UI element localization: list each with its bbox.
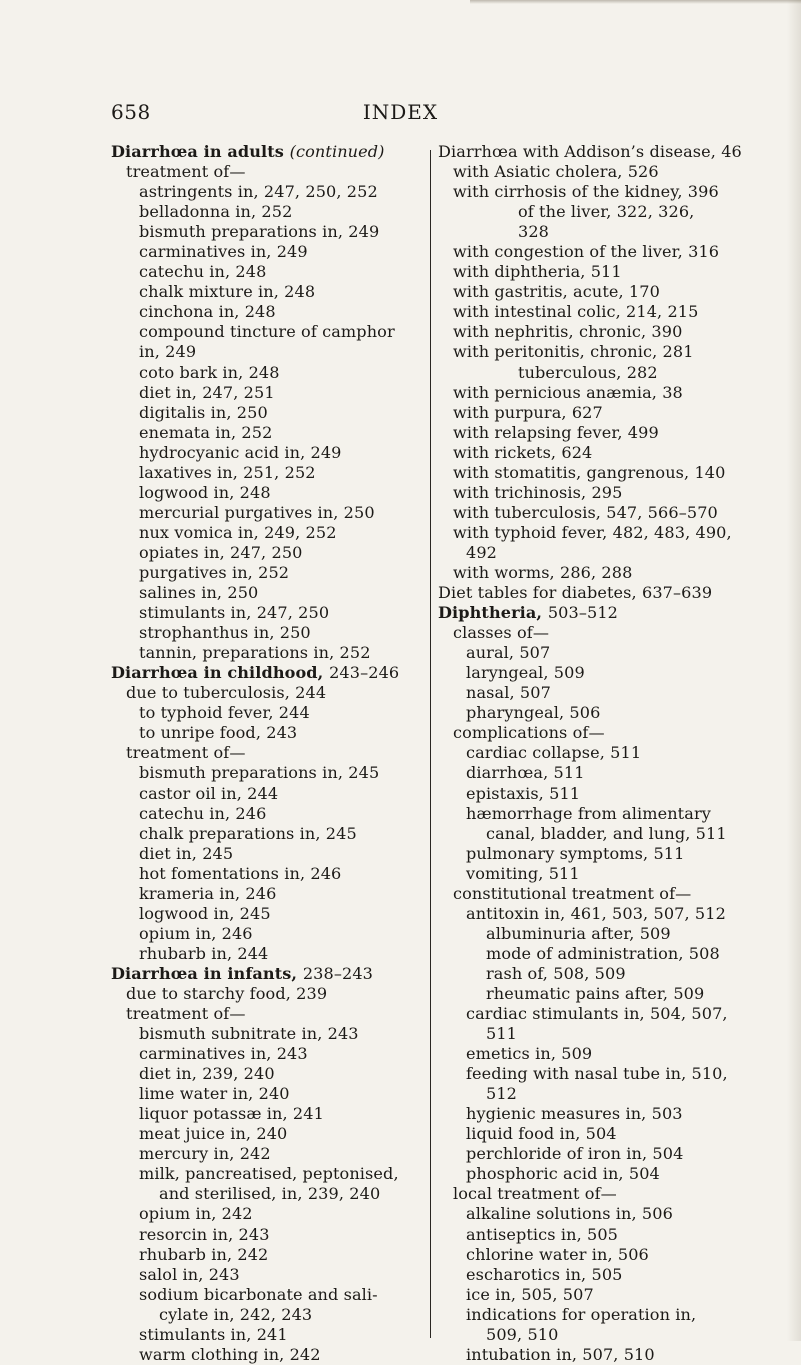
index-entry-text: catechu in, 248	[139, 262, 267, 282]
index-entry-text: complications of—	[453, 723, 605, 743]
index-entry-text: rheumatic pains after, 509	[486, 983, 705, 1003]
index-entry	[438, 142, 760, 162]
index-entry-text: bismuth preparations in, 245	[139, 763, 380, 783]
index-entry	[438, 1345, 760, 1365]
index-entry-text: with stomatitis, gangrenous, 140	[453, 462, 726, 482]
index-entry-text: cylate in, 242, 243	[159, 1304, 313, 1324]
index-entry-text: chalk mixture in, 248	[139, 282, 316, 302]
index-entry-text: resorcin in, 243	[139, 1224, 270, 1244]
index-entry-text: with congestion of the liver, 316	[453, 242, 720, 262]
index-entry	[111, 1225, 429, 1245]
index-entry-text: carminatives in, 243	[139, 1044, 308, 1064]
index-entry	[111, 242, 429, 262]
index-entry	[111, 503, 429, 523]
index-entry-text: 509, 510	[486, 1324, 559, 1344]
index-entry	[111, 1325, 429, 1345]
index-entry-text: antitoxin in, 461, 503, 507, 512	[466, 903, 726, 923]
index-entry-text: rash of, 508, 509	[486, 963, 626, 983]
index-entry-text: logwood in, 245	[139, 903, 271, 923]
index-entry	[111, 603, 429, 623]
index-entry	[438, 1204, 760, 1224]
index-entry	[438, 363, 760, 383]
index-entry	[438, 1285, 760, 1305]
index-entry	[111, 1044, 429, 1064]
index-entry-text: 492	[466, 542, 498, 562]
index-entry-text: cinchona in, 248	[139, 302, 276, 322]
index-entry-text: salines in, 250	[139, 583, 259, 603]
index-entry-text: tannin, preparations in, 252	[139, 643, 371, 663]
index-entry	[438, 944, 760, 964]
index-entry	[111, 623, 429, 643]
index-entry-text: intubation in, 507, 510	[466, 1344, 655, 1364]
index-entry	[111, 423, 429, 443]
index-entry-text: with gastritis, acute, 170	[453, 282, 660, 302]
index-entry	[111, 904, 429, 924]
index-entry-text: opium in, 246	[139, 923, 253, 943]
index-entry-text: with typhoid fever, 482, 483, 490,	[453, 522, 732, 542]
index-entry-text: diet in, 245	[139, 843, 234, 863]
index-entry-text: diet in, 239, 240	[139, 1064, 275, 1084]
index-entry	[438, 1325, 760, 1345]
index-entry-text: hydrocyanic acid in, 249	[139, 442, 342, 462]
index-heading	[111, 663, 429, 683]
index-entry	[111, 1164, 429, 1184]
index-entry	[438, 523, 760, 543]
index-column-left	[111, 142, 429, 1365]
index-entry-text: pharyngeal, 506	[466, 703, 601, 723]
index-entry	[438, 403, 760, 423]
index-entry	[111, 1064, 429, 1084]
index-entry-text: treatment of—	[126, 1004, 246, 1024]
index-entry-text: indications for operation in,	[466, 1304, 697, 1324]
index-entry-text: Diarrhœa in childhood,	[111, 663, 330, 683]
index-entry-text: stimulants in, 241	[139, 1324, 288, 1344]
index-entry-text: in, 249	[139, 342, 197, 362]
index-entry-text: laxatives in, 251, 252	[139, 462, 316, 482]
index-entry-text: rhubarb in, 242	[139, 1244, 269, 1264]
index-entry-text: treatment of—	[126, 162, 246, 182]
index-entry	[438, 784, 760, 804]
index-entry	[438, 683, 760, 703]
index-entry	[111, 342, 429, 362]
index-entry	[438, 703, 760, 723]
index-entry-text: chlorine water in, 506	[466, 1244, 649, 1264]
index-entry	[111, 383, 429, 403]
index-entry-text: due to tuberculosis, 244	[126, 683, 327, 703]
index-entry-text: with worms, 286, 288	[453, 562, 633, 582]
index-entry	[438, 904, 760, 924]
index-entry-text: nux vomica in, 249, 252	[139, 522, 337, 542]
index-entry	[111, 1305, 429, 1325]
index-entry	[438, 763, 760, 783]
index-entry-text: krameria in, 246	[139, 883, 277, 903]
index-entry	[111, 924, 429, 944]
index-entry	[438, 1104, 760, 1124]
index-entry	[438, 182, 760, 202]
index-entry-text: to unripe food, 243	[139, 723, 298, 743]
index-entry-suffix: 503–512	[547, 603, 619, 623]
index-entry-text: opiates in, 247, 250	[139, 542, 303, 562]
index-entry	[111, 1345, 429, 1365]
index-entry-text: digitalis in, 250	[139, 402, 268, 422]
index-entry	[111, 1024, 429, 1044]
index-entry	[438, 1044, 760, 1064]
index-entry-text: milk, pancreatised, peptonised,	[139, 1164, 399, 1184]
index-entry-text: mercury in, 242	[139, 1144, 271, 1164]
index-entry-text: diarrhœa, 511	[466, 763, 585, 783]
index-entry	[111, 703, 429, 723]
page-header	[0, 100, 801, 130]
index-entry-text: liquor potassæ in, 241	[139, 1104, 324, 1124]
index-entry	[111, 1084, 429, 1104]
index-entry-text: 328	[518, 222, 550, 242]
index-entry	[111, 763, 429, 783]
index-entry	[438, 1225, 760, 1245]
index-entry-text: antiseptics in, 505	[466, 1224, 619, 1244]
index-entry	[438, 543, 760, 563]
index-entry	[438, 1265, 760, 1285]
index-entry	[438, 1144, 760, 1164]
index-entry-text: classes of—	[453, 623, 550, 643]
index-heading	[438, 603, 760, 623]
index-entry-text: vomiting, 511	[466, 863, 580, 883]
index-entry	[438, 1024, 760, 1044]
index-entry-text: liquid food in, 504	[466, 1124, 617, 1144]
index-heading	[111, 964, 429, 984]
index-entry-text: laryngeal, 509	[466, 663, 585, 683]
index-entry	[111, 182, 429, 202]
index-entry-text: enemata in, 252	[139, 422, 273, 442]
index-entry	[438, 623, 760, 643]
index-entry	[438, 1004, 760, 1024]
index-entry-suffix: (continued)	[289, 142, 385, 161]
index-entry	[111, 1204, 429, 1224]
index-entry-text: nasal, 507	[466, 683, 551, 703]
index-entry-text: canal, bladder, and lung, 511	[486, 823, 727, 843]
index-entry	[111, 363, 429, 383]
index-entry	[438, 1084, 760, 1104]
index-entry-text: with tuberculosis, 547, 566–570	[453, 502, 718, 522]
index-entry-text: hygienic measures in, 503	[466, 1104, 683, 1124]
index-entry-text: feeding with nasal tube in, 510,	[466, 1064, 728, 1084]
page-edge-shadow-right	[787, 0, 801, 1341]
index-entry	[438, 1164, 760, 1184]
index-entry	[111, 1265, 429, 1285]
column-divider	[430, 150, 431, 1338]
index-entry-text: bismuth subnitrate in, 243	[139, 1024, 359, 1044]
index-entry-text: albuminuria after, 509	[486, 923, 671, 943]
index-entry	[111, 1004, 429, 1024]
index-entry-text: and sterilised, in, 239, 240	[159, 1184, 381, 1204]
index-entry	[111, 583, 429, 603]
index-entry-text: to typhoid fever, 244	[139, 703, 310, 723]
index-entry	[438, 583, 760, 603]
index-entry	[438, 342, 760, 362]
index-entry-text: chalk preparations in, 245	[139, 823, 357, 843]
index-entry-text: cardiac stimulants in, 504, 507,	[466, 1004, 728, 1024]
index-entry-text: of the liver, 322, 326,	[518, 202, 695, 222]
index-entry	[438, 563, 760, 583]
index-entry-text: with rickets, 624	[453, 442, 593, 462]
index-entry	[111, 784, 429, 804]
index-entry	[438, 804, 760, 824]
index-entry	[111, 683, 429, 703]
index-entry-text: 512	[486, 1084, 518, 1104]
index-entry	[438, 844, 760, 864]
index-entry-text: escharotics in, 505	[466, 1264, 623, 1284]
index-heading	[111, 142, 429, 162]
index-entry-text: Diarrhœa in adults	[111, 142, 290, 161]
index-entry	[438, 483, 760, 503]
index-entry	[111, 944, 429, 964]
index-entry-text: stimulants in, 247, 250	[139, 603, 330, 623]
index-entry	[111, 864, 429, 884]
index-entry	[111, 222, 429, 242]
index-entry-text: treatment of—	[126, 743, 246, 763]
index-entry	[438, 1305, 760, 1325]
index-entry	[111, 984, 429, 1004]
index-entry-text: aural, 507	[466, 643, 551, 663]
index-entry	[111, 302, 429, 322]
index-entry	[111, 1245, 429, 1265]
index-entry	[111, 262, 429, 282]
index-entry	[438, 884, 760, 904]
index-entry-text: 511	[486, 1024, 518, 1044]
index-entry	[111, 844, 429, 864]
index-entry-text: warm clothing in, 242	[139, 1344, 321, 1364]
index-entry-text: ice in, 505, 507	[466, 1284, 594, 1304]
index-entry-text: hæmorrhage from alimentary	[466, 803, 711, 823]
index-entry	[438, 723, 760, 743]
index-entry	[438, 984, 760, 1004]
index-entry-text: constitutional treatment of—	[453, 883, 692, 903]
index-entry-text: perchloride of iron in, 504	[466, 1144, 684, 1164]
index-entry	[438, 423, 760, 443]
index-entry-text: salol in, 243	[139, 1264, 240, 1284]
index-entry-text: opium in, 242	[139, 1204, 253, 1224]
index-entry-text: with peritonitis, chronic, 281	[453, 342, 694, 362]
index-entry-text: epistaxis, 511	[466, 783, 581, 803]
index-entry	[438, 1064, 760, 1084]
index-entry-text: tuberculous, 282	[518, 362, 658, 382]
index-entry	[438, 824, 760, 844]
index-entry	[438, 1245, 760, 1265]
index-entry-text: with relapsing fever, 499	[453, 422, 659, 442]
index-entry	[438, 262, 760, 282]
index-entry-text: mode of administration, 508	[486, 943, 720, 963]
index-entry	[111, 443, 429, 463]
index-entry-text: lime water in, 240	[139, 1084, 290, 1104]
index-entry	[111, 322, 429, 342]
index-entry-text: with intestinal colic, 214, 215	[453, 302, 699, 322]
index-entry	[438, 503, 760, 523]
index-entry	[111, 282, 429, 302]
index-entry-text: pulmonary symptoms, 511	[466, 843, 685, 863]
index-entry-text: cardiac collapse, 511	[466, 743, 642, 763]
index-entry-text: hot fomentations in, 246	[139, 863, 342, 883]
index-entry	[438, 964, 760, 984]
index-entry-text: with cirrhosis of the kidney, 396	[453, 182, 719, 202]
page-edge-shadow-top	[470, 0, 801, 4]
index-entry-text: with pernicious anæmia, 38	[453, 382, 683, 402]
index-entry	[438, 282, 760, 302]
index-entry	[438, 222, 760, 242]
index-entry	[111, 643, 429, 663]
index-entry-suffix: 238–243	[302, 963, 374, 983]
index-entry	[438, 443, 760, 463]
index-entry-text: meat juice in, 240	[139, 1124, 288, 1144]
index-entry-text: logwood in, 248	[139, 482, 271, 502]
index-entry	[111, 1144, 429, 1164]
index-entry-text: Diarrhœa in infants,	[111, 963, 303, 983]
index-entry	[438, 242, 760, 262]
index-entry-text: belladonna in, 252	[139, 202, 293, 222]
index-entry-text: catechu in, 246	[139, 803, 267, 823]
index-entry-text: with purpura, 627	[453, 402, 603, 422]
index-entry	[111, 563, 429, 583]
index-entry	[111, 1285, 429, 1305]
index-entry	[438, 302, 760, 322]
index-entry	[111, 403, 429, 423]
index-entry-text: castor oil in, 244	[139, 783, 279, 803]
index-entry-text: Diet tables for diabetes, 637–639	[438, 583, 713, 603]
index-entry-text: diet in, 247, 251	[139, 382, 275, 402]
index-entry-text: Diarrhœa with Addison’s disease, 46	[438, 142, 742, 161]
index-entry-text: with diphtheria, 511	[453, 262, 622, 282]
index-entry	[111, 1104, 429, 1124]
index-entry	[111, 743, 429, 763]
index-entry	[438, 463, 760, 483]
index-entry	[438, 864, 760, 884]
index-entry-text: bismuth preparations in, 249	[139, 222, 380, 242]
index-entry	[438, 162, 760, 182]
index-entry-text: local treatment of—	[453, 1184, 617, 1204]
index-entry-text: with nephritis, chronic, 390	[453, 322, 683, 342]
index-entry	[438, 322, 760, 342]
index-entry-text: Diphtheria,	[438, 603, 548, 623]
index-entry-suffix: 243–246	[329, 663, 400, 683]
index-entry	[111, 1124, 429, 1144]
running-head: INDEX	[362, 100, 439, 124]
index-entry-text: mercurial purgatives in, 250	[139, 502, 375, 522]
index-entry-text: with trichinosis, 295	[453, 482, 623, 502]
index-entry	[438, 383, 760, 403]
index-entry	[438, 1124, 760, 1144]
index-entry	[111, 463, 429, 483]
index-entry-text: emetics in, 509	[466, 1044, 593, 1064]
index-entry	[111, 1184, 429, 1204]
index-entry-text: sodium bicarbonate and sali-	[139, 1284, 378, 1304]
index-entry	[438, 1184, 760, 1204]
page-number: 658	[111, 100, 151, 124]
index-entry	[111, 884, 429, 904]
index-entry-text: alkaline solutions in, 506	[466, 1204, 673, 1224]
index-entry	[438, 643, 760, 663]
index-entry	[438, 202, 760, 222]
index-entry-text: purgatives in, 252	[139, 562, 290, 582]
index-column-right	[438, 142, 760, 1365]
index-entry-text: with Asiatic cholera, 526	[453, 162, 659, 182]
index-entry	[111, 523, 429, 543]
index-entry	[111, 723, 429, 743]
index-entry-text: astringents in, 247, 250, 252	[139, 182, 378, 202]
index-entry-text: phosphoric acid in, 504	[466, 1164, 660, 1184]
index-entry	[111, 824, 429, 844]
index-entry	[438, 924, 760, 944]
index-entry	[111, 162, 429, 182]
index-entry-text: due to starchy food, 239	[126, 983, 328, 1003]
index-entry-text: strophanthus in, 250	[139, 623, 311, 643]
index-entry-text: rhubarb in, 244	[139, 943, 269, 963]
index-entry	[111, 483, 429, 503]
index-entry	[111, 543, 429, 563]
index-entry-text: coto bark in, 248	[139, 362, 280, 382]
index-entry	[111, 804, 429, 824]
index-entry	[111, 202, 429, 222]
index-entry-text: carminatives in, 249	[139, 242, 308, 262]
index-entry-text: compound tincture of camphor	[139, 322, 395, 342]
index-entry	[438, 743, 760, 763]
index-entry	[438, 663, 760, 683]
